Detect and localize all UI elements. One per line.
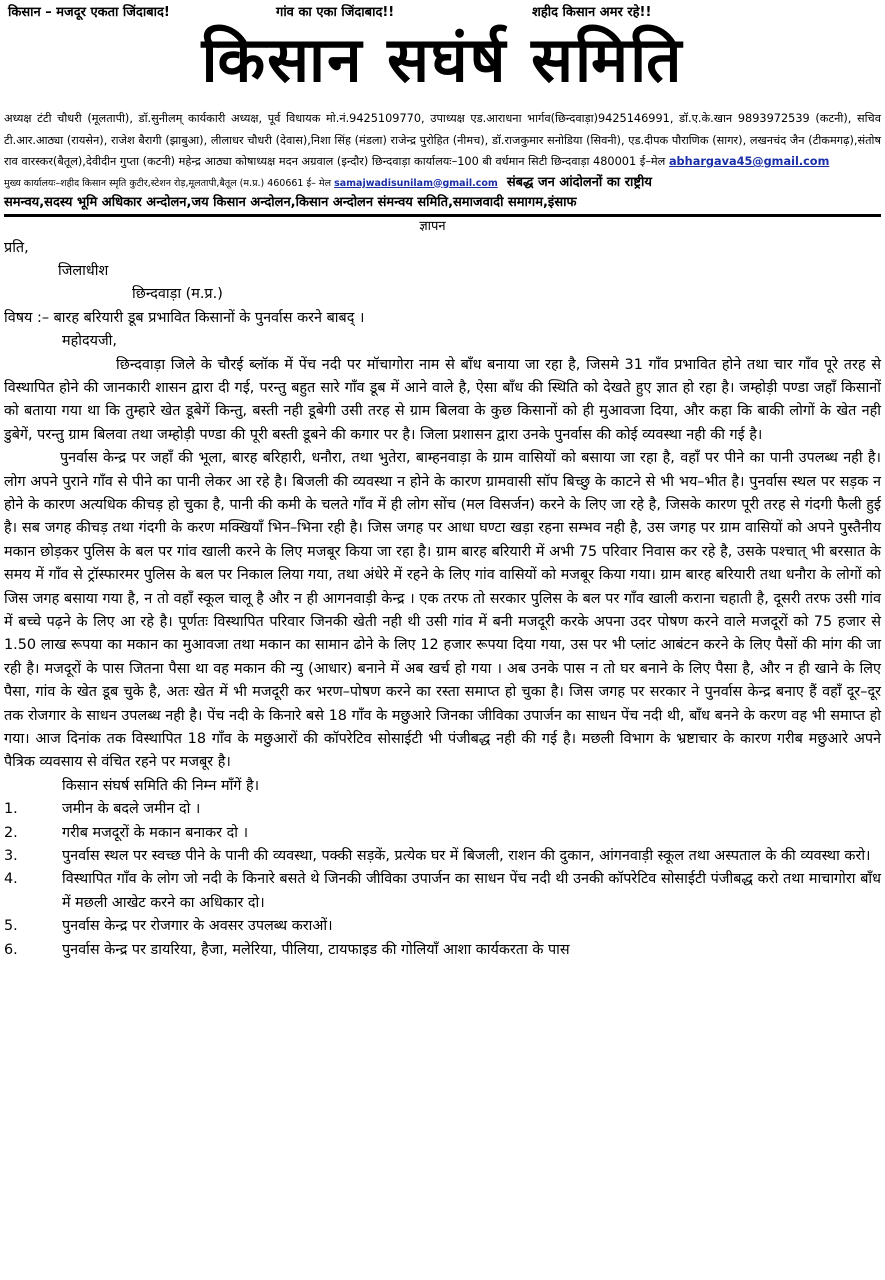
hq-email-link[interactable]: samajwadisunilam@gmail.com bbox=[334, 177, 498, 189]
demand-number: 6. bbox=[4, 941, 18, 958]
demands-heading: किसान संघर्ष समिति की निम्न माँगें है। bbox=[62, 777, 260, 794]
slogan-bar bbox=[4, 0, 881, 22]
demand-number: 2. bbox=[4, 824, 18, 841]
office-email-link[interactable]: abhargava45@gmail.com bbox=[668, 155, 830, 168]
demand-text: पुनर्वास केन्द्र पर रोजगार के अवसर उपलब्ध कराओं। bbox=[62, 918, 333, 935]
demands-list bbox=[4, 798, 881, 962]
demand-item bbox=[4, 845, 881, 868]
slogan-2: गांव का एका जिंदाबाद!! bbox=[276, 5, 395, 20]
paragraph-1: छिन्दवाड़ा जिले के चौरई ब्लॉक में पेंच नदी पर मॉचागोरा नाम से बाँध बनाया जा रहा है, जिसमे 31 गाँव प्रभावित होने तथा चार गाँव पूरे तरह से विस्थापित होने की जानकारी शासन द्वारा दी गई, परन्तु बहुत सारे गाँव डूब में आने वाले है, ऐसा बाँध की स्थिति को देखते हुए ज्ञात हो रहा है। जम्होड़ी पण्डा जहाँ किसानों को बताया गया था कि तुम्हारे खेत डूबेगें किन्तु, बस्ती नही डूबेगी उसी तरह से ग्राम बिलवा के कुछ किसानों को ही मुआवजा दिया, और कहा कि बाकी लोगों के खेत नही डुबेगें, परन्तु ग्राम बिलवा तथा जम्होड़ी पण्डा की पूरी बस्ती डूबने की कगार पर है। जिला प्रशासन द्वारा उनके पुनर्वास की कोई व्यवस्था नही की गई है। bbox=[4, 356, 881, 443]
demand-number: 5. bbox=[4, 918, 18, 935]
slogan-3: शहीद किसान अमर रहे!! bbox=[532, 5, 652, 20]
office-bearers bbox=[4, 108, 881, 173]
salutation: महोदयजी, bbox=[62, 333, 117, 350]
document-type: ज्ञापन bbox=[419, 218, 446, 234]
demand-text: विस्थापित गाँव के लोग जो नदी के किनारे बसते थे जिनकी जीविका उपार्जन का साधन पेंच नदी थी उनकी कॉपरेटिव सोसाईटी पंजीबद्ध करो तथा माचागोरा बाँध में मछली आखेट करने का अधिकार दो। bbox=[62, 871, 881, 911]
demand-number: 1. bbox=[4, 801, 18, 818]
recipient-place: छिन्दवाड़ा (म.प्र.) bbox=[132, 286, 223, 303]
office-bearers-text: अध्यक्ष टंटी चौधरी (मूलतापी), डॉ.सुनीलम् कार्यकारी अध्यक्ष, पूर्व विधायक मो.नं.9425109770, उपाध्यक्ष एड.आराधना भार्गव(छिन्दवाड़ा)9425146991, डॉ.ए.के.खान 9893972539 (कटनी), सचिव टी.आर.आठ्या (रायसेन), राजेश बैरागी (झाबुआ), लीलाधर चौधरी (देवास),निशा सिंह (मंडला) राजेन्द्र पुरोहित (नीमच), डॉ.राजकुमार सनोडिया (सिवनी), एड.दीपक पौराणिक (सागर), लखनचंद जैन (टीकमगढ़),संतोष राव वारस्कर(बैतूल),देवीदीन गुप्ता (कटनी) महेन्द्र आठ्या कोषाध्यक्ष मदन अग्रवाल (इन्दौर) छिन्दवाड़ा कार्यालयः–100 बी वर्धमान सिटी छिन्दवाड़ा 480001 ई–मेल bbox=[4, 112, 881, 168]
letter-body bbox=[4, 237, 881, 963]
demand-text: गरीब मजदूरों के मकान बनाकर दो । bbox=[62, 824, 249, 841]
prati: प्रति, bbox=[4, 239, 29, 256]
demand-number: 3. bbox=[4, 848, 18, 865]
affiliation-line: समन्वय,सदस्य भूमि अधिकार अन्दोलन,जय किसान अन्दोलन,किसान अन्दोलन संमन्वय समिति,समाजवादी समागम,इंसाफ bbox=[4, 194, 881, 217]
demand-text: पुनर्वास केन्द्र पर डायरिया, हैजा, मलेरिया, पीलिया, टायफाइड की गोलियाँ आशा कार्यकरता के पास bbox=[62, 941, 570, 958]
hq-address: मुख्य कार्यालयः–शहीद किसान स्मृति कुटीर,स्टेशन रोड़,मूलतापी,बैतूल (म.प्र.) 460661 ई– मेल bbox=[4, 177, 332, 189]
demand-item bbox=[4, 915, 881, 938]
demand-item bbox=[4, 798, 881, 821]
headquarters-line bbox=[4, 173, 881, 194]
demand-text: जमीन के बदले जमीन दो । bbox=[62, 801, 201, 818]
subject: विषय :– बारह बरियारी डूब प्रभावित किसानों के पुनर्वास करने बाबद् । bbox=[4, 309, 365, 326]
demand-item bbox=[4, 822, 881, 845]
demand-text: पुनर्वास स्थल पर स्वच्छ पीने के पानी की व्यवस्था, पक्की सड़कें, प्रत्येक घर में बिजली, राशन की दुकान, आंगनवाड़ी स्कूल तथा अस्पताल के की व्यवस्था करो। bbox=[62, 848, 871, 865]
organization-title: किसान सघंर्ष समिति bbox=[201, 23, 684, 96]
demand-item bbox=[4, 939, 881, 962]
paragraph-2: पुनर्वास केन्द्र पर जहाँ की भूला, बारह बरिहारी, धनौरा, तथा भुतेरा, बाम्हनवाड़ा के ग्राम वासियों को बसाया जा रहा है, वहाँ पर पीने का पानी उपलब्ध नही है। लोग अपने पुराने गाँव से पीने का पानी लेकर आ रहे है। बिजली की व्यवस्था न होने के कारण ग्रामवासी सॉप बिच्छु के काटने से भी भय–भीत है। पुनर्वास स्थल पर सड़क न होने के कारण अत्यधिक कीचड़ हो चुका है, पानी की कमी के चलते गाँव में ही लोग सोंच (मल विसर्जन) करने के लिए जा रहे है, जिसके कारण पूरी तरह से गंदगी फैली हुई है। सब जगह कीचड़ तथा गंदगी के करण मक्खियाँ भिन–भिना रही है। जिस जगह पर आधा घण्टा खड़ा रहना सम्भव नही है, उस जगह पर ग्राम वासियों को अपने पुस्तैनीय मकान छोड़कर पुलिस के बल पर गांव खाली करने के लिए मजबूर किया जा रहा है। ग्राम बारह बरियारी में अभी 75 परिवार निवास कर रहे है, उसके पश्चात् भी बरसात के समय में गाँव से ट्रॉस्फारमर पुलिस के बल पर निकाल लिया गया, तथा अंधेरे में रहने के लिए गांव वासियों को मजबूर किया गया। ग्राम बारह बरियारी तथा धनौरा के लोगों को जिस जगह बसाया गया है, न तो वहाँ स्कूल चालू है और न ही आगनवाड़ी केन्द्र । एक तरफ तो सरकार पुलिस के बल पर गाँव खाली कराना चहाती है, दूसरी तरफ उसी गांव में बच्चे पढ़ने के लिए आ रहे है। पूर्णतः विस्थापित परिवार जिनकी खेती नही थी उसी गांव में बनी मजदूरी करके अपना उदर पोषण करने वाले मजदूरों को 75 हजार से 1.50 लाख रूपया का मकान का मुआवजा तथा मकान का सामान ढोने के लिए 12 हजार रूपया दिया गया, उस पर भी प्लांट आबंटन करने के लिए पैसों की मांग की जा रही है। मजदूरों के पास जितना पैसा था वह मकान की न्यु (आधार) बनाने में अब खर्च हो गया । अब उनके पास न तो घर बनाने के लिए पैसा है, और न ही खाने के लिए पैसा, गांव के खेत डूब चुके है, अतः खेत में भी मजदूरी कर भरण–पोषण करने का रस्ता समाप्त हो चुका है। जिस जगह पर सरकार ने पुनर्वास केन्द्र बनाए हैं वहाँ दूर–दूर तक रोजगार के साधन उपलब्ध नही है। पेंच नदी के किनारे बसे 18 गाँव के मछुआरे जिनका जीविका उपार्जन का साधन पेंच नदी थी, बाँध बनने के करण वह भी समाप्त हो गया। आज दिनांक तक विस्थापित 18 गाँव के मछुआरों की कॉपरेटिव सोसाईटी भी पंजीबद्ध नही की गई है। मछली विभाग के भ्रष्टाचार के कारण गरीब मछुआरे अपने पैत्रिक व्यवसाय से वंचित रहने पर मजबूर है। bbox=[4, 450, 881, 771]
demand-number: 4. bbox=[4, 871, 18, 888]
recipient: जिलाधीश bbox=[58, 262, 109, 279]
slogan-1: किसान – मजदूर एकता जिंदाबाद! bbox=[8, 5, 170, 20]
affiliation-start: संबद्ध जन आंदोलनों का राष्ट्रीय bbox=[506, 174, 652, 190]
demand-item bbox=[4, 868, 881, 915]
